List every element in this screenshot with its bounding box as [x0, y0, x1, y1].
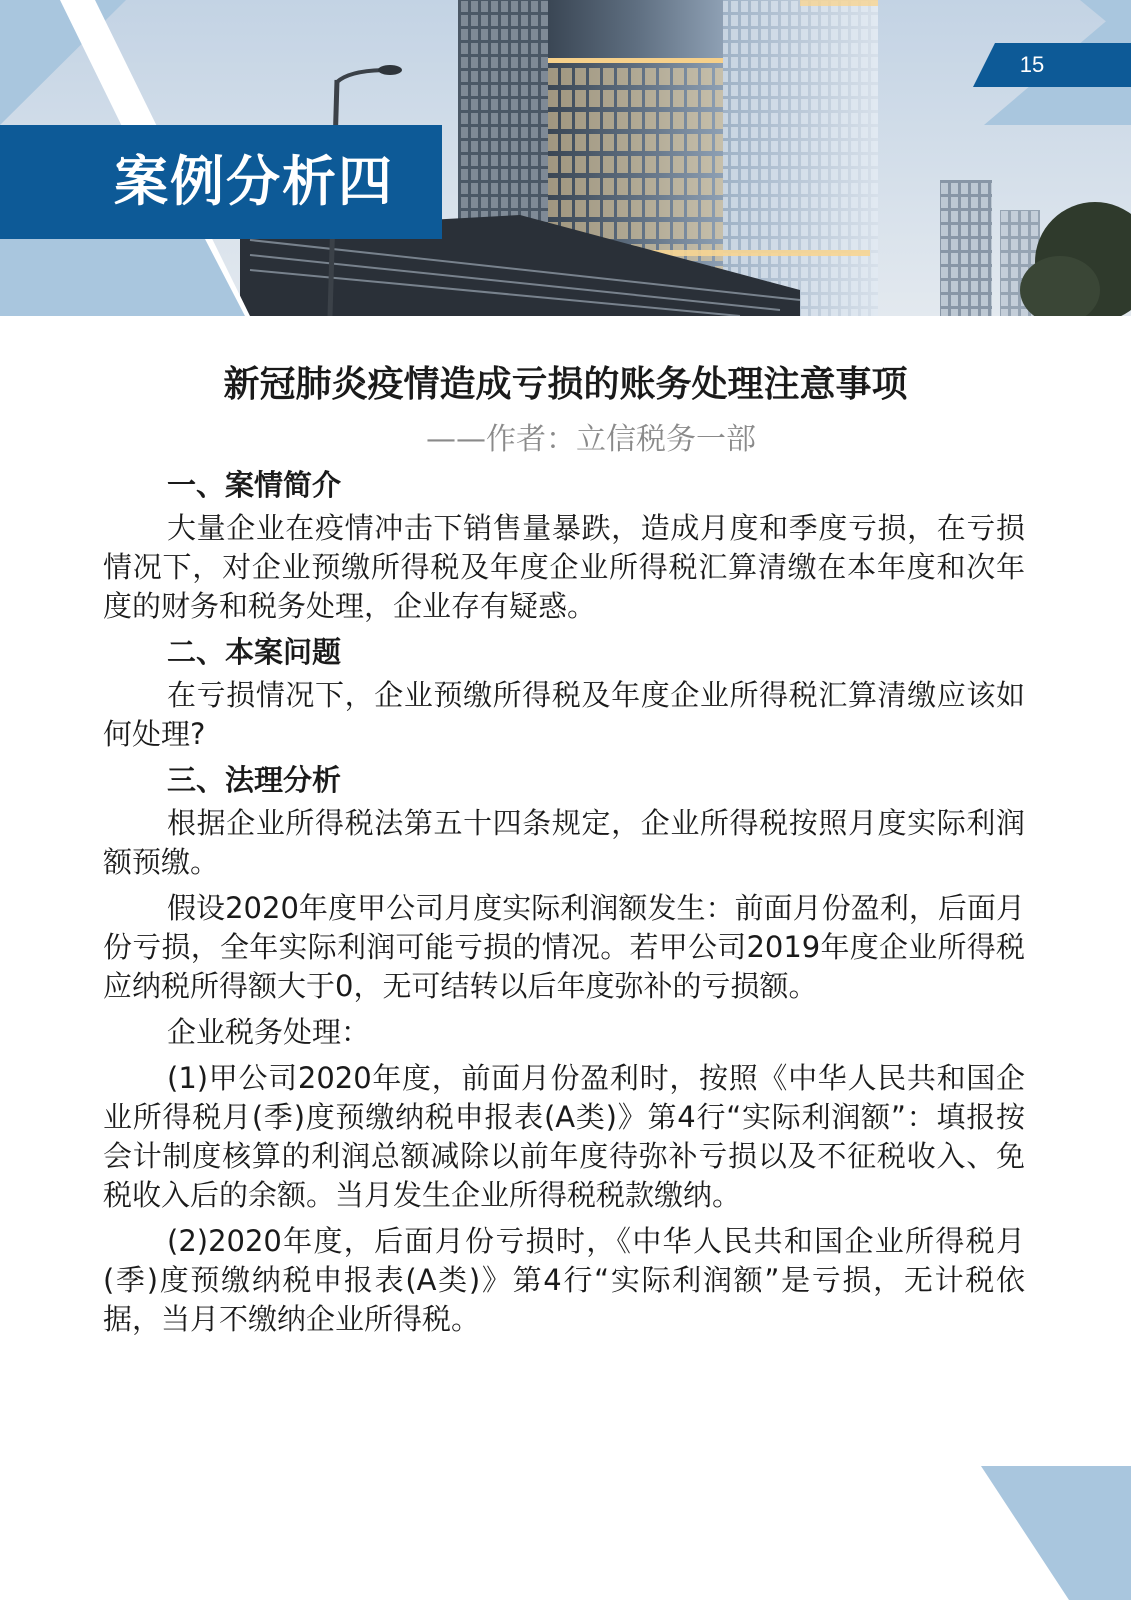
- section-heading-2: 二、本案问题: [167, 635, 342, 669]
- corner-decoration: [981, 1466, 1131, 1600]
- section-heading-1: 一、案情简介: [167, 468, 342, 502]
- article-author: ——作者：立信税务一部: [426, 422, 756, 457]
- paragraph: 根据企业所得税法第五十四条规定，企业所得税按照月度实际利润额预缴。: [103, 806, 1025, 879]
- paragraph: 在亏损情况下，企业预缴所得税及年度企业所得税汇算清缴应该如何处理?: [103, 678, 1025, 751]
- page-number: 15: [1019, 52, 1045, 77]
- section-title: 案例分析四: [114, 150, 394, 213]
- section-heading-3: 三、法理分析: [167, 763, 342, 797]
- header-banner: [0, 0, 1131, 316]
- paragraph: 企业税务处理：: [167, 1015, 371, 1049]
- paragraph: 大量企业在疫情冲击下销售量暴跌，造成月度和季度亏损，在亏损情况下，对企业预缴所得税及年度企业所得税汇算清缴在本年度和次年度的财务和税务处理，企业存有疑惑。: [103, 511, 1025, 623]
- paragraph: (2)2020年度，后面月份亏损时，《中华人民共和国企业所得税月(季)度预缴纳税申报表(A类)》第4行“实际利润额”是亏损，无计税依据，当月不缴纳企业所得税。: [103, 1224, 1025, 1336]
- paragraph: 假设2020年度甲公司月度实际利润额发生：前面月份盈利，后面月份亏损，全年实际利润可能亏损的情况。若甲公司2019年度企业所得税应纳税所得额大于0，无可结转以后年度弥补的亏损额。: [103, 891, 1025, 1003]
- paragraph: (1)甲公司2020年度，前面月份盈利时，按照《中华人民共和国企业所得税月(季)度预缴纳税申报表(A类)》第4行“实际利润额”：填报按会计制度核算的利润总额减除以前年度待弥补亏损以及不征税收入、免税收入后的余额。当月发生企业所得税税款缴纳。: [103, 1061, 1025, 1212]
- article-title: 新冠肺炎疫情造成亏损的账务处理注意事项: [223, 364, 908, 405]
- article-body: [103, 466, 1025, 1346]
